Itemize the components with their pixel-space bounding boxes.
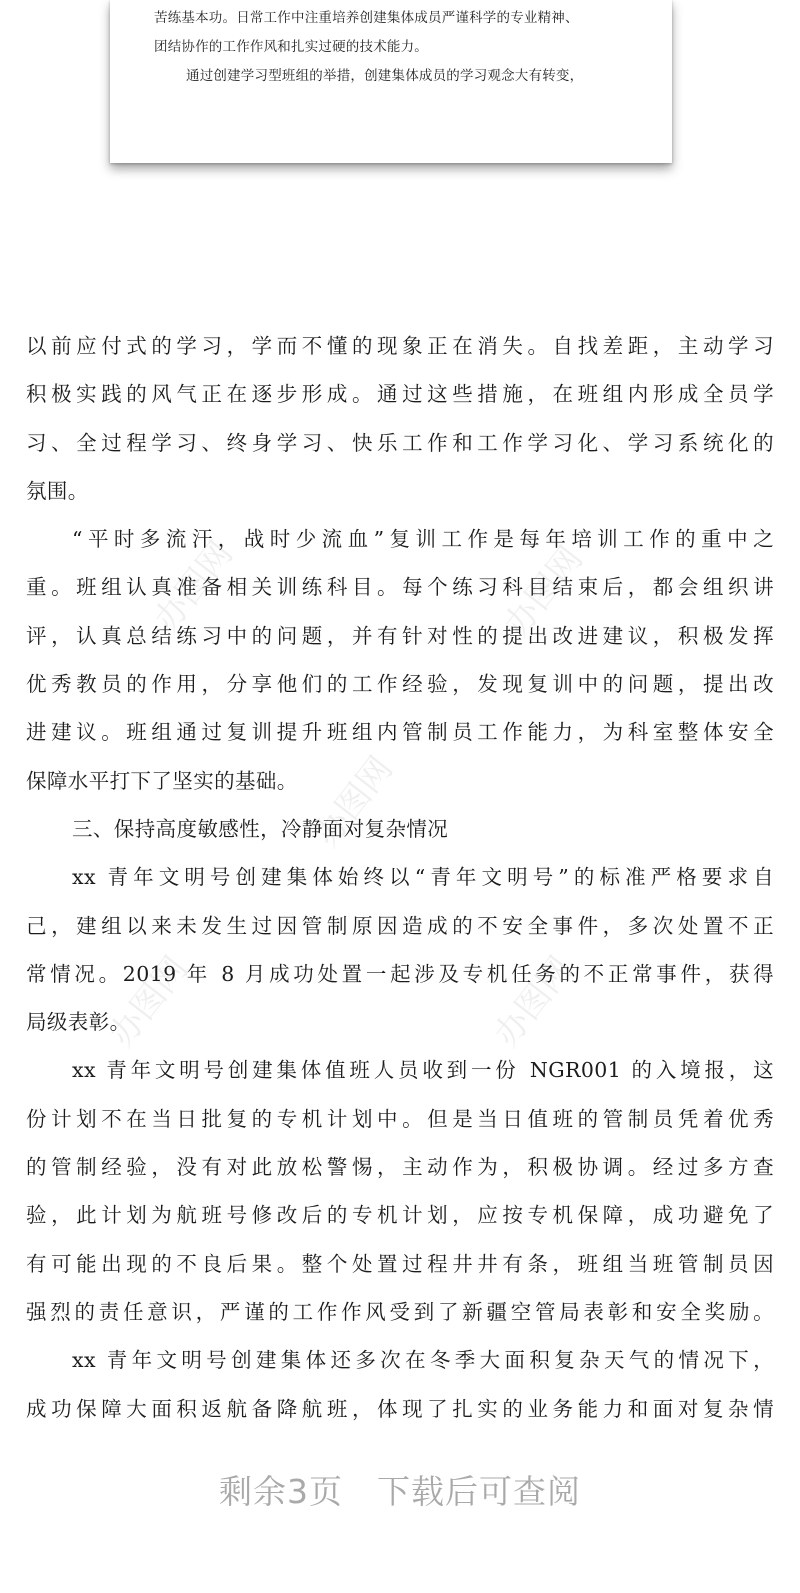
document-body (26, 322, 774, 1433)
text-line: 常情况。2019 年 8 月成功处置一起涉及专机任务的不正常事件，获得 (26, 961, 774, 986)
watermark: 办图网 (486, 949, 581, 1055)
text-line: 有可能出现的不良后果。整个处置过程井井有条，班组当班管制员因 (26, 1251, 774, 1276)
text-line: 习、全过程学习、终身学习、快乐工作和工作学习化、学习系统化的 (26, 430, 774, 455)
text-line: 成功保障大面积返航备降航班，体现了扎实的业务能力和面对复杂情 (26, 1396, 774, 1421)
paragraph-start-line: “平时多流汗，战时少流血”复训工作是每年培训工作的重中之 (72, 527, 774, 552)
preview-line: 通过创建学习型班组的举措，创建集体成员的学习观念大有转变， (186, 68, 584, 84)
paragraph-start-line: xx 青年文明号创建集体还多次在冬季大面积复杂天气的情况下， (72, 1348, 774, 1373)
watermark: 办图网 (146, 534, 241, 640)
text-line: 重。班组认真准备相关训练科目。每个练习科目结束后，都会组织讲 (26, 575, 774, 600)
text-line: 优秀教员的作用，分享他们的工作经验，发现复训中的问题，提出改 (26, 672, 774, 697)
watermark: 办图网 (496, 539, 591, 645)
text-line: 局级表彰。 (26, 1010, 131, 1035)
text-line: 的管制经验，没有对此放松警惕，主动作为，积极协调。经过多方查 (26, 1155, 774, 1180)
section-heading: 三、保持高度敏感性，冷静面对复杂情况 (72, 816, 449, 841)
text-line: 保障水平打下了坚实的基础。 (26, 768, 298, 793)
text-line: 氛围。 (26, 478, 89, 503)
paragraph-start-line: xx 青年文明号创建集体值班人员收到一份 NGR001 的入境报，这 (72, 1058, 774, 1083)
document-preview-card (110, 0, 672, 163)
watermark: 办图网 (101, 949, 196, 1055)
text-line: 验，此计划为航班号修改后的专机计划，应按专机保障，成功避免了 (26, 1203, 774, 1228)
text-line: 以前应付式的学习，学而不懂的现象正在消失。自找差距，主动学习 (26, 334, 774, 358)
preview-line: 苦练基本功。日常工作中注重培养创建集体成员严谨科学的专业精神、 (154, 10, 579, 26)
text-line: 份计划不在当日批复的专机计划中。但是当日值班的管制员凭着优秀 (26, 1106, 774, 1131)
preview-line: 团结协作的工作作风和扎实过硬的技术能力。 (154, 39, 428, 55)
text-line: 积极实践的风气正在逐步形成。通过这些措施，在班组内形成全员学 (26, 382, 774, 407)
text-line: 进建议。班组通过复训提升班组内管制员工作能力，为科室整体安全 (26, 720, 774, 745)
paragraph-start-line: xx 青年文明号创建集体始终以“青年文明号”的标准严格要求自 (72, 865, 774, 890)
remaining-pages-notice[interactable]: 剩余3页 下载后可查阅 (219, 1472, 581, 1511)
text-line: 强烈的责任意识，严谨的工作作风受到了新疆空管局表彰和安全奖励。 (26, 1299, 774, 1324)
text-line: 评，认真总结练习中的问题，并有针对性的提出改进建议，积极发挥 (26, 623, 774, 648)
watermark: 办图网 (306, 749, 401, 855)
text-line: 己，建组以来未发生过因管制原因造成的不安全事件，多次处置不正 (26, 913, 774, 938)
